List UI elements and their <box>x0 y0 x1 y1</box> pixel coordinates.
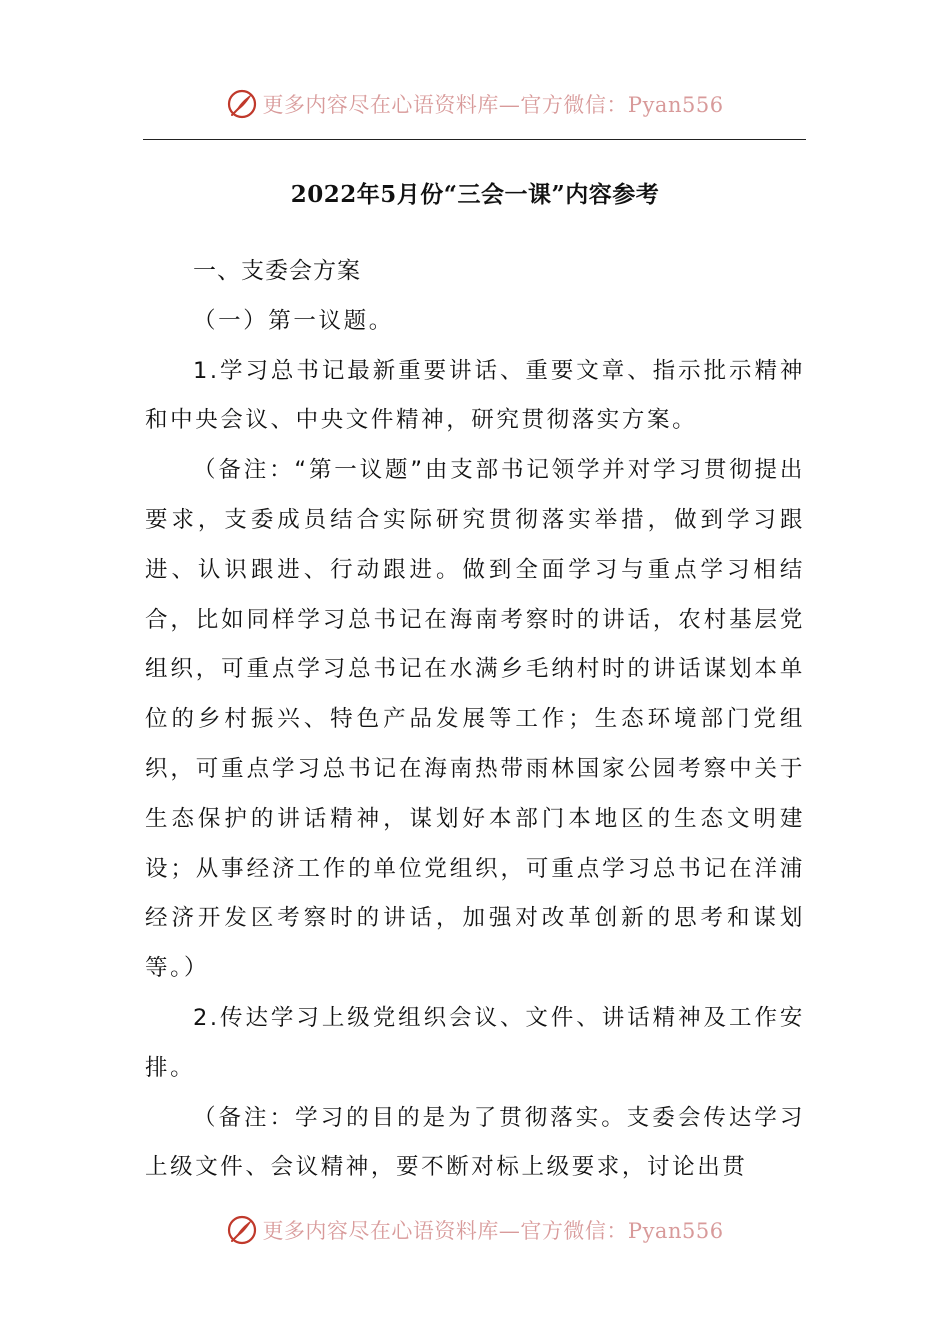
section-heading: 一、支委会方案 <box>193 258 361 284</box>
subsection-heading: （一）第一议题。 <box>193 307 394 334</box>
item-paragraph-1: 1.学习总书记最新重要讲话、重要文章、指示批示精神和中央会议、中央文件精神，研究贯彻落实方案。 <box>145 357 805 434</box>
footer-watermark-text: 更多内容尽在心语资料库—官方微信：Pyan556 <box>262 1219 724 1243</box>
feather-pen-logo-icon <box>226 1214 258 1246</box>
header-watermark-banner <box>0 82 950 126</box>
header-divider <box>143 139 806 140</box>
footer-watermark-banner <box>0 1208 950 1252</box>
feather-pen-logo-icon <box>226 88 258 120</box>
document-title: 2022年5月份“三会一课”内容参考 <box>290 181 660 208</box>
header-watermark-text: 更多内容尽在心语资料库—官方微信：Pyan556 <box>262 93 724 117</box>
note-paragraph-1: （备注：“第一议题”由支部书记领学并对学习贯彻提出要求，支委成员结合实际研究贯彻落实举措，做到学习跟进、认识跟进、行动跟进。做到全面学习与重点学习相结合，比如同样学习总书记在海南考察时的讲话，农村基层党组织，可重点学习总书记在水满乡毛纳村时的讲话谋划本单位的乡村振兴、特色产品发展等工作；生态环境部门党组织，可重点学习总书记在海南热带雨林国家公园考察中关于生态保护的讲话精神，谋划好本部门本地区的生态文明建设；从事经济工作的单位党组织，可重点学习总书记在洋浦经济开发区考察时的讲话，加强对改革创新的思考和谋划等。） <box>145 457 805 982</box>
document-body <box>145 247 805 1193</box>
note-paragraph-2: （备注：学习的目的是为了贯彻落实。支委会传达学习上级文件、会议精神，要不断对标上级要求，讨论出贯 <box>145 1104 805 1181</box>
item-paragraph-2: 2.传达学习上级党组织会议、文件、讲话精神及工作安排。 <box>145 1004 805 1081</box>
